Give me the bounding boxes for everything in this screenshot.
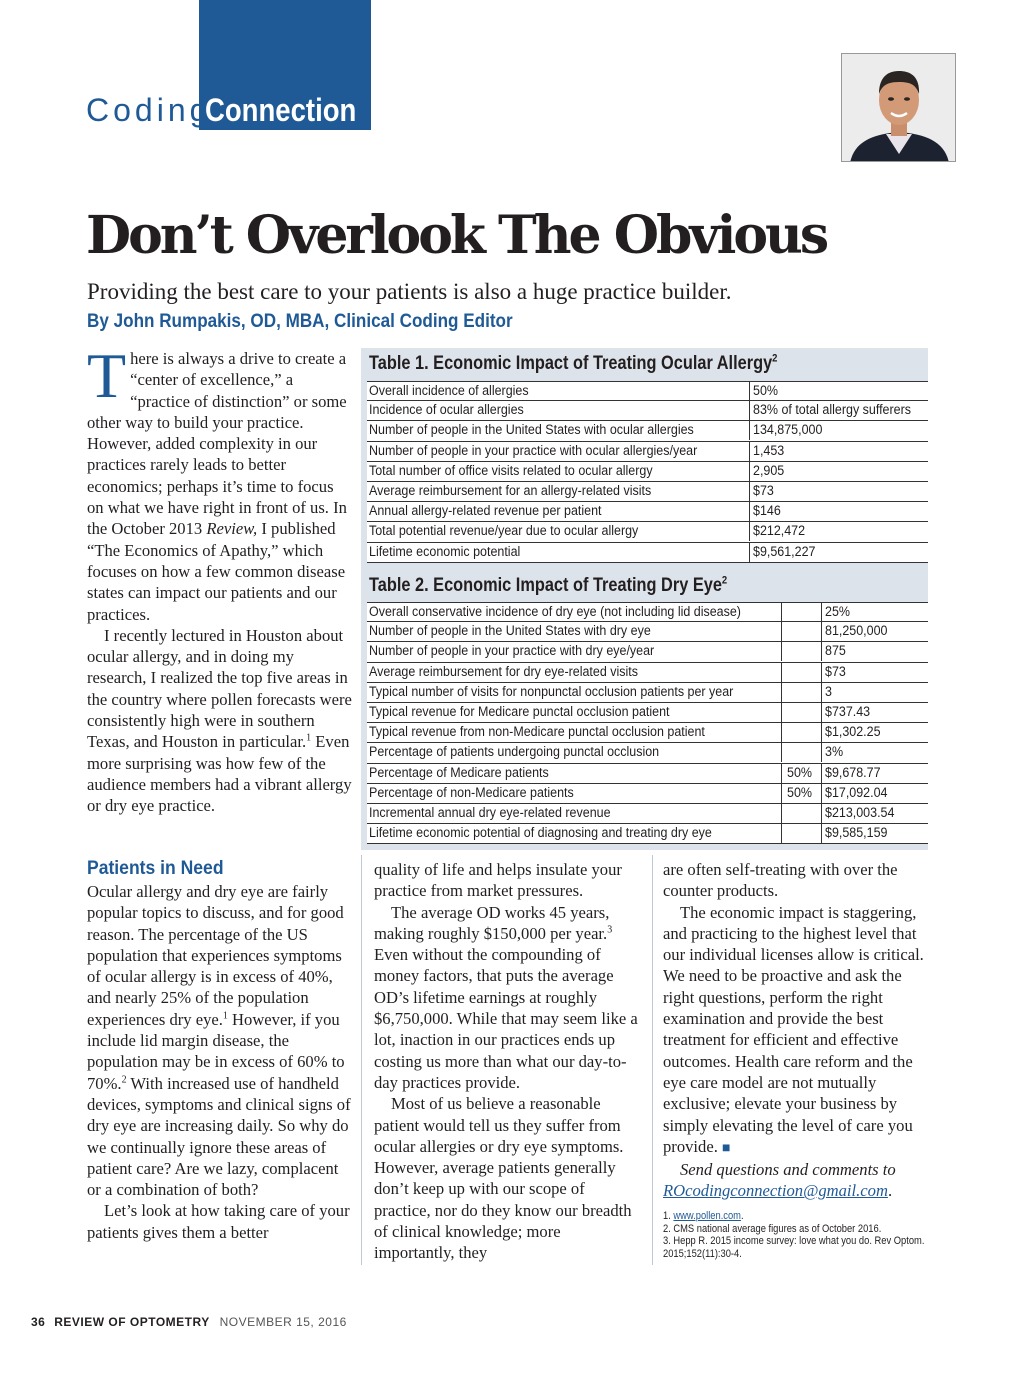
paragraph-lets-look: Let’s look at how taking care of your patients gives them a better	[87, 1201, 350, 1242]
table-cell: Number of people in the United States with dry eye	[369, 623, 651, 640]
table-row	[367, 784, 928, 804]
table-row	[367, 683, 928, 703]
table-cell: Total potential revenue/year due to ocular allergy	[369, 523, 639, 540]
section-title-connection: Connection	[205, 92, 357, 128]
table2	[367, 602, 928, 844]
table-cell: $73	[821, 663, 928, 682]
tables-panel	[361, 348, 928, 850]
table-row	[367, 804, 928, 824]
footnote-3-cont: 2015;152(11):30-4.	[663, 1247, 742, 1260]
table-cell	[781, 804, 821, 823]
table-row	[367, 522, 928, 542]
table-cell: 50%	[781, 764, 821, 783]
contact-line: ROcodingconnection@gmail.com.	[663, 1181, 893, 1201]
table-cell	[781, 603, 821, 622]
table-cell: 50%	[749, 382, 927, 401]
table-cell: Typical number of visits for nonpunctal occlusion patients per year	[369, 683, 734, 700]
table-row	[367, 482, 928, 502]
table-cell: Number of people in your practice with ocular allergies/year	[369, 442, 698, 459]
table-row	[367, 421, 928, 441]
section-heading: Patients in Need	[87, 857, 224, 879]
table-cell: Average reimbursement for an allergy-related visits	[369, 482, 652, 499]
paragraph-economic-impact: The economic impact is staggering, and practicing to the highest level that our individual licenses allow is critical. We need to be proactive and ask the right questions, perform the right examination and provide the best treatment for efficient and effective outcomes. Health care reform and the eye care model are not mutually exclusive; elevate your business by simply elevating the level of care you provide. ■	[663, 902, 924, 1156]
table-cell	[781, 622, 821, 641]
table-cell: Average reimbursement for dry eye-related visits	[369, 663, 639, 680]
paragraph-patients-in-need: Ocular allergy and dry eye are fairly popular topics to discuss, and for good reason. The percentage of the US population that experiences symptoms of ocular allergy is in excess of 40%, and nearly 25% of the population experiences dry eye.$^1$ However, if you include lid margin disease, the population may be in excess of 60% to 70%.$^2$ With increased use of handheld devices, symptoms and clinical signs of dry eye are increasing daily. So why do we continually ignore these areas of patient care? Are we lazy, complacent or a combination of both?	[87, 882, 351, 1200]
table-cell: 134,875,000	[749, 421, 927, 440]
drop-cap: T	[87, 340, 127, 411]
table-cell: Annual allergy-related revenue per patient	[369, 503, 602, 520]
paragraph-intro: There is always a drive to create a “center of excellence,” a “practice of distinction” or some other way to build your practice. However, added complexity in our practices rarely leads to better economics; perhaps it’s time to focus on what we have right in front of us. In the October 2013 Review, I published “The Economics of Apathy,” which focuses on how a few common disease states can impact our patients and our practices.	[87, 340, 347, 624]
body-column-middle	[374, 859, 644, 1264]
table-row	[367, 703, 928, 723]
body-column-left-bottom	[87, 856, 353, 1243]
table-row	[367, 502, 928, 522]
table-cell: $73	[749, 482, 927, 501]
table-cell	[781, 824, 821, 843]
paragraph-average-od: The average OD works 45 years, making roughly $150,000 per year.$^3$ Even without the compounding of money factors, that puts the average OD’s lifetime earnings at roughly $6,750,000. While that may seem like a lot, inaction in our practices ends up costing us more than what our day-to-day practices provide.	[374, 902, 638, 1092]
table-cell: Percentage of Medicare patients	[369, 764, 549, 781]
sign-off: Send questions and comments to	[680, 1160, 896, 1180]
column-rule	[652, 855, 653, 1265]
table-cell: 81,250,000	[821, 622, 928, 641]
table-cell: Overall conservative incidence of dry eye (not including lid disease)	[369, 604, 741, 620]
table-cell: $737.43	[821, 703, 928, 722]
table-cell: $9,561,227	[749, 543, 927, 562]
body-column-right	[663, 859, 925, 1202]
table-cell	[781, 663, 821, 682]
table-cell: $213,003.54	[821, 804, 928, 823]
page-number: 36	[31, 1315, 46, 1329]
table1-title: Table 1. Economic Impact of Treating Ocular Allergy$^2$	[369, 352, 778, 374]
table-cell: $9,678.77	[821, 764, 928, 783]
footnotes	[663, 1210, 925, 1260]
table-row	[367, 663, 928, 683]
table-cell: $1,302.25	[821, 723, 928, 742]
table-row	[367, 602, 928, 622]
table-cell: $146	[749, 502, 927, 521]
table-cell: 1,453	[749, 442, 927, 461]
table-cell	[781, 642, 821, 661]
table-cell: 83% of total allergy sufferers	[749, 401, 927, 420]
paragraph-reasonable-patient-cont: are often self-treating with over the counter products.	[663, 860, 898, 901]
table2-title: Table 2. Economic Impact of Treating Dry Eye$^2$	[369, 574, 728, 596]
table-cell: Typical revenue from non-Medicare punctal occlusion patient	[369, 724, 705, 741]
table-cell: Total number of office visits related to ocular allergy	[369, 462, 653, 479]
table-row	[367, 401, 928, 421]
contact-email-link[interactable]: ROcodingconnection@gmail.com	[663, 1181, 888, 1201]
table-cell: $17,092.04	[821, 784, 928, 803]
footnote-1: 1. www.pollen.com.	[663, 1210, 744, 1222]
table-row	[367, 442, 928, 462]
body-column-left-top	[87, 340, 353, 817]
table-row	[367, 642, 928, 662]
table-cell: Lifetime economic potential	[369, 543, 521, 560]
table-cell: Incidence of ocular allergies	[369, 402, 524, 419]
table-row	[367, 824, 928, 844]
table-cell: 50%	[781, 784, 821, 803]
table-cell: Typical revenue for Medicare punctal occlusion patient	[369, 703, 670, 720]
author-portrait-image	[842, 54, 956, 162]
table-row	[367, 462, 928, 482]
table-cell: $212,472	[749, 522, 927, 541]
table-cell: Overall incidence of allergies	[369, 383, 529, 399]
table1	[367, 381, 928, 563]
end-mark-icon: ■	[722, 1140, 731, 1156]
page-folio	[31, 1314, 347, 1330]
paragraph-lets-look-cont: quality of life and helps insulate your practice from market pressures.	[374, 860, 622, 901]
table-row	[367, 622, 928, 642]
table-cell: 25%	[821, 603, 928, 622]
table-cell: Percentage of non-Medicare patients	[369, 784, 574, 801]
table-row	[367, 723, 928, 743]
table-cell: 2,905	[749, 462, 927, 481]
table-cell: Number of people in the United States with ocular allergies	[369, 422, 694, 439]
article-byline: By John Rumpakis, OD, MBA, Clinical Coding Editor	[87, 311, 513, 332]
table-cell: Incremental annual dry eye-related revenue	[369, 804, 611, 821]
table-row	[367, 381, 928, 401]
table-cell: Lifetime economic potential of diagnosing and treating dry eye	[369, 825, 712, 842]
issue-date: NOVEMBER 15, 2016	[219, 1315, 347, 1329]
footnote-1-link[interactable]: www.pollen.com	[673, 1210, 741, 1222]
table-cell: 3	[821, 683, 928, 702]
article-subtitle: Providing the best care to your patients is also a huge practice builder.	[87, 279, 732, 304]
footnote-2: 2. CMS national average figures as of October 2016.	[663, 1222, 882, 1235]
section-title-coding: Coding	[86, 92, 212, 128]
table-cell	[781, 723, 821, 742]
table-cell: Percentage of patients undergoing punctal occlusion	[369, 744, 660, 761]
table-row	[367, 543, 928, 563]
article-title: Don’t Overlook The Obvious	[86, 205, 827, 266]
author-photo	[841, 53, 956, 162]
table-cell	[781, 743, 821, 762]
table-row	[367, 764, 928, 784]
footnote-3: 3. Hepp R. 2015 income survey: love what you do. Rev Optom.	[663, 1235, 925, 1247]
table-cell: Number of people in your practice with dry eye/year	[369, 643, 655, 660]
paragraph-reasonable-patient: Most of us believe a reasonable patient would tell us they suffer from ocular allergies or dry eye symptoms. However, average patients generally don’t keep up with our scope of practice, nor do they know our breadth of clinical knowledge; more importantly, they	[374, 1094, 632, 1263]
publication-name: REVIEW OF OPTOMETRY	[54, 1315, 210, 1329]
column-rule	[361, 855, 362, 1265]
table-row	[367, 743, 928, 763]
table-cell: $9,585,159	[821, 824, 928, 843]
table-cell: 875	[821, 642, 928, 661]
table-cell	[781, 703, 821, 722]
table-cell	[781, 683, 821, 702]
table-cell: 3%	[821, 743, 928, 762]
paragraph-houston: I recently lectured in Houston about ocular allergy, and in doing my research, I realized the top five areas in the country where pollen forecasts were consistently high were in southern Texas, and Houston in particular.$^1$ Even more surprising was how few of the audience members had a vibrant allergy or dry eye practice.	[87, 625, 352, 816]
